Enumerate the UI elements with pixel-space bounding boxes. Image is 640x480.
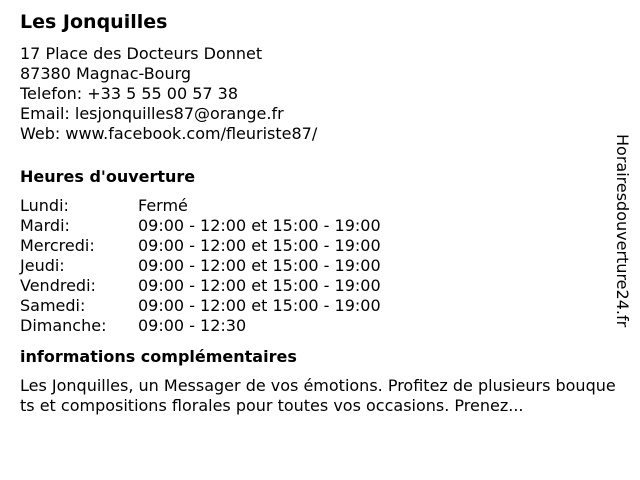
time-value: 09:00 - 12:00 et 15:00 - 19:00 (138, 216, 381, 235)
phone-line: Telefon: +33 5 55 00 57 38 (20, 84, 239, 103)
hours-row-vendredi (20, 276, 620, 296)
time-value: 09:00 - 12:00 et 15:00 - 19:00 (138, 296, 381, 315)
info-title: informations complémentaires (20, 347, 297, 366)
contact-block (20, 44, 620, 144)
hours-title: Heures d'ouverture (20, 167, 196, 186)
day-label: Samedi: (20, 296, 86, 315)
day-label: Mercredi: (20, 236, 95, 255)
business-name: Les Jonquilles (20, 11, 168, 33)
time-value: 09:00 - 12:00 et 15:00 - 19:00 (138, 276, 381, 295)
day-label: Lundi: (20, 196, 69, 215)
hours-row-lundi (20, 196, 620, 216)
day-label: Mardi: (20, 216, 70, 235)
business-card (20, 10, 620, 416)
time-value: 09:00 - 12:00 et 15:00 - 19:00 (138, 256, 381, 275)
brand-watermark: Horairesdouverture24.fr (613, 134, 632, 328)
email-line: Email: lesjonquilles87@orange.fr (20, 104, 284, 123)
web-line: Web: www.facebook.com/fleuriste87/ (20, 124, 318, 143)
time-value: 09:00 - 12:00 et 15:00 - 19:00 (138, 236, 381, 255)
address-line-1: 17 Place des Docteurs Donnet (20, 44, 263, 63)
hours-table (20, 196, 620, 336)
day-label: Jeudi: (20, 256, 65, 275)
address-line-2: 87380 Magnac-Bourg (20, 64, 192, 83)
hours-row-dimanche (20, 316, 620, 336)
hours-row-samedi (20, 296, 620, 316)
day-label: Vendredi: (20, 276, 96, 295)
hours-row-mardi (20, 216, 620, 236)
time-value: Fermé (138, 196, 188, 215)
day-label: Dimanche: (20, 316, 107, 335)
hours-row-jeudi (20, 256, 620, 276)
time-value: 09:00 - 12:30 (138, 316, 247, 335)
info-description: Les Jonquilles, un Messager de vos émotions. Profitez de plusieurs bouquets et compositions florales pour toutes vos occasions. Prenez... (20, 376, 616, 415)
hours-row-mercredi (20, 236, 620, 256)
